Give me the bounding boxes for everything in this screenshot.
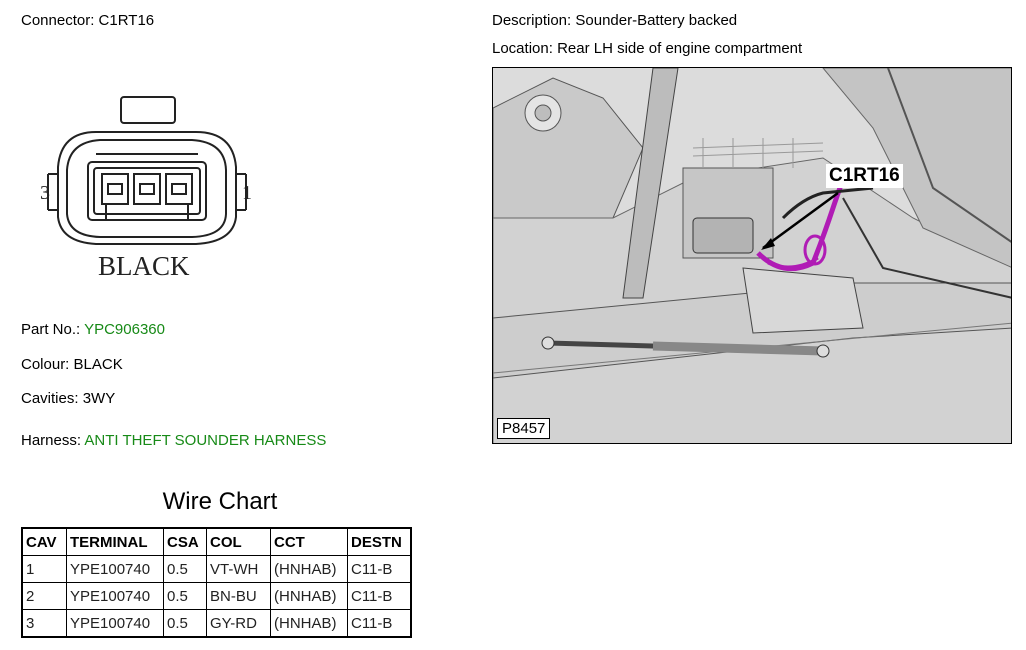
wire-chart-table bbox=[21, 527, 412, 638]
pin-number-right: 1 bbox=[242, 182, 252, 204]
cell-csa: 0.5 bbox=[164, 610, 207, 638]
col-header-cav: CAV bbox=[22, 528, 67, 556]
cavities-value: 3WY bbox=[82, 390, 116, 407]
harness-line bbox=[21, 432, 326, 450]
cell-cav: 1 bbox=[22, 556, 67, 583]
pin-number-left: 3 bbox=[40, 182, 50, 204]
colour-line bbox=[21, 356, 123, 374]
colour-label: Colour: bbox=[21, 356, 70, 373]
table-row bbox=[22, 610, 411, 638]
wire-chart-title: Wire Chart bbox=[162, 488, 278, 515]
photo-reference: P8457 bbox=[497, 418, 550, 439]
connector-face-diagram bbox=[36, 92, 266, 287]
cell-destn: C11-B bbox=[348, 556, 412, 583]
cavity-3 bbox=[102, 174, 128, 204]
col-header-terminal: TERMINAL bbox=[67, 528, 164, 556]
cell-col: VT-WH bbox=[207, 556, 271, 583]
description-value: Sounder-Battery backed bbox=[575, 12, 738, 29]
cell-cct: (HNHAB) bbox=[271, 583, 348, 610]
cell-cct: (HNHAB) bbox=[271, 556, 348, 583]
description-label: Description: bbox=[492, 12, 572, 29]
location-label: Location: bbox=[492, 40, 553, 57]
part-no-label: Part No.: bbox=[21, 321, 81, 338]
part-no-line bbox=[21, 321, 165, 339]
housing-outer bbox=[58, 132, 236, 244]
connector-value: C1RT16 bbox=[98, 12, 155, 29]
table-header-row bbox=[22, 528, 411, 556]
table-row bbox=[22, 556, 411, 583]
table-row bbox=[22, 583, 411, 610]
col-header-destn: DESTN bbox=[348, 528, 412, 556]
cell-col: GY-RD bbox=[207, 610, 271, 638]
cell-terminal: YPE100740 bbox=[67, 610, 164, 638]
cavity-1 bbox=[166, 174, 192, 204]
cell-cav: 2 bbox=[22, 583, 67, 610]
latch-tab bbox=[121, 97, 175, 123]
sounder-unit bbox=[693, 218, 753, 253]
location-value: Rear LH side of engine compartment bbox=[557, 40, 803, 57]
cell-terminal: YPE100740 bbox=[67, 556, 164, 583]
col-header-col: COL bbox=[207, 528, 271, 556]
cavity-2 bbox=[134, 174, 160, 204]
col-header-cct: CCT bbox=[271, 528, 348, 556]
connector-label: Connector: bbox=[21, 12, 95, 29]
connector-line bbox=[21, 12, 154, 30]
col-header-csa: CSA bbox=[164, 528, 207, 556]
connector-callout-label: C1RT16 bbox=[826, 164, 903, 188]
cell-terminal: YPE100740 bbox=[67, 583, 164, 610]
diagram-color-label: BLACK bbox=[98, 251, 190, 281]
description-line bbox=[492, 12, 737, 30]
location-line bbox=[492, 40, 802, 58]
harness-label: Harness: bbox=[21, 432, 82, 449]
cell-cct: (HNHAB) bbox=[271, 610, 348, 638]
cavities-line bbox=[21, 390, 115, 408]
harness-value: ANTI THEFT SOUNDER HARNESS bbox=[84, 432, 327, 449]
cell-destn: C11-B bbox=[348, 610, 412, 638]
engine-bay-illustration bbox=[493, 68, 1012, 444]
cavities-label: Cavities: bbox=[21, 390, 79, 407]
part-no-value: YPC906360 bbox=[84, 321, 165, 338]
location-photo bbox=[492, 67, 1012, 444]
cell-csa: 0.5 bbox=[164, 556, 207, 583]
cell-col: BN-BU bbox=[207, 583, 271, 610]
cell-destn: C11-B bbox=[348, 583, 412, 610]
colour-value: BLACK bbox=[73, 356, 123, 373]
cell-cav: 3 bbox=[22, 610, 67, 638]
cell-csa: 0.5 bbox=[164, 583, 207, 610]
